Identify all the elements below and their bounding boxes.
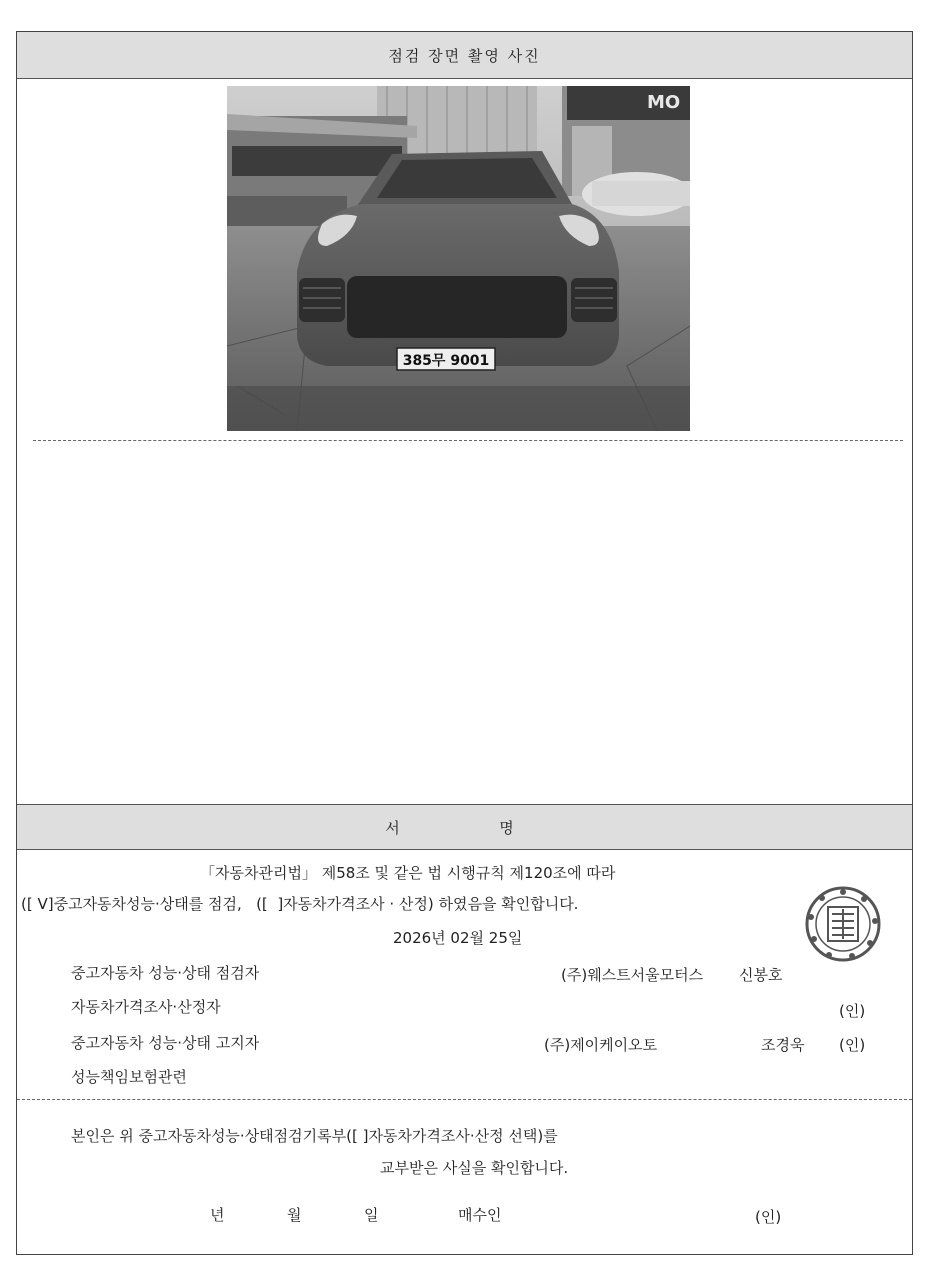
document-frame xyxy=(16,31,913,1255)
inspection-photo xyxy=(227,86,690,431)
price-assessor-seal: (인) xyxy=(839,1002,866,1020)
liability-insurance-label: 성능책임보험관련 xyxy=(71,1068,187,1086)
photo-divider xyxy=(33,440,903,441)
day-label: 일 xyxy=(364,1206,379,1224)
notifier-label: 중고자동차 성능·상태 고지자 xyxy=(71,1034,260,1052)
price-assessor-label: 자동차가격조사·산정자 xyxy=(71,998,221,1016)
notifier-seal: (인) xyxy=(839,1036,866,1054)
notifier-company: (주)제이케이오토 xyxy=(544,1036,658,1054)
inspector-company: (주)웨스트서울모터스 xyxy=(561,966,704,984)
receipt-line-2: 교부받은 사실을 확인합니다. xyxy=(380,1159,569,1177)
year-label: 년 xyxy=(210,1206,225,1224)
inspection-date: 2026년 02월 25일 xyxy=(393,929,523,947)
photo-section-title: 점검 장면 촬영 사진 xyxy=(388,46,541,65)
receipt-divider xyxy=(17,1099,912,1100)
inspector-label: 중고자동차 성능·상태 점검자 xyxy=(71,964,260,982)
month-label: 월 xyxy=(287,1206,302,1224)
inspector-name: 신봉호 xyxy=(739,966,783,984)
signature-section-title: 서 명 xyxy=(385,818,544,837)
receipt-line-1: 본인은 위 중고자동차성능·상태점검기록부([ ]자동차가격조사·산정 선택)를 xyxy=(71,1127,558,1145)
car-photo-drawing xyxy=(227,86,690,431)
confirmation-line: ([ V]중고자동차성능·상태를 점검, ([ ]자동차가격조사 · 산정) 하였음을 확인합니다. xyxy=(21,895,579,913)
background-sign-text: MO xyxy=(647,92,681,113)
notifier-name: 조경욱 xyxy=(761,1036,805,1054)
law-basis-line: 「자동차관리법」 제58조 및 같은 법 시행규칙 제120조에 따라 xyxy=(200,864,616,882)
signature-section-header xyxy=(17,804,912,850)
license-plate-text: 385무 9001 xyxy=(402,353,490,369)
company-seal-stamp xyxy=(804,885,882,963)
photo-section-header xyxy=(17,32,912,79)
buyer-label: 매수인 xyxy=(458,1206,502,1224)
buyer-seal: (인) xyxy=(755,1208,782,1226)
